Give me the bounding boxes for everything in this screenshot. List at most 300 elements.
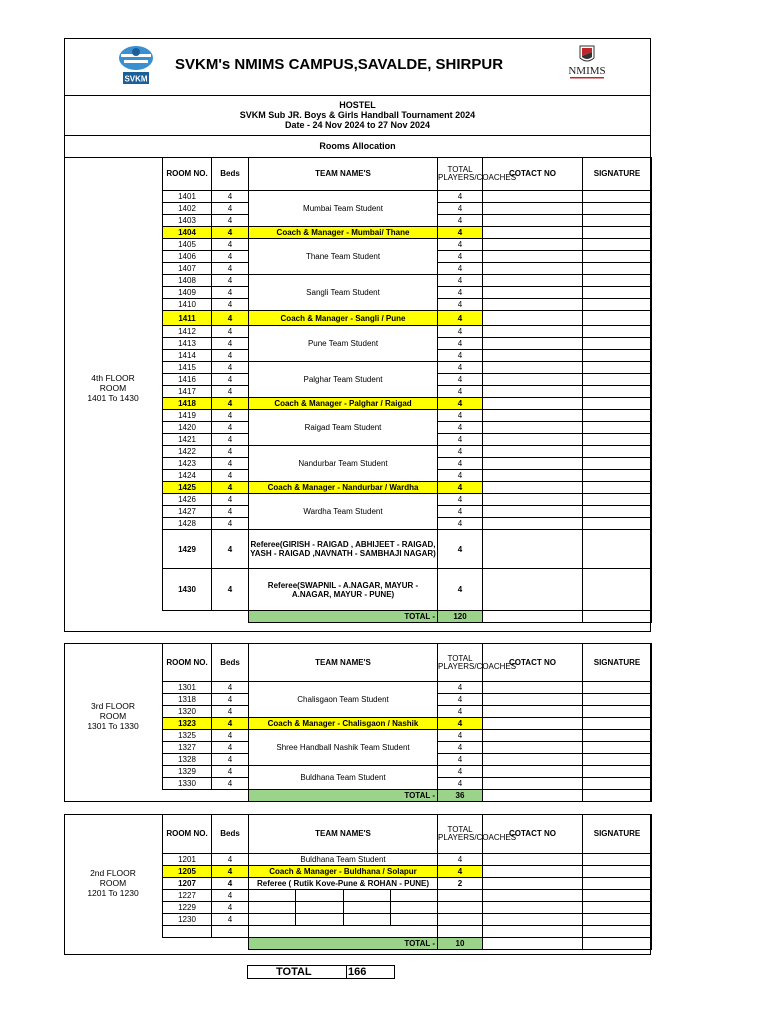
empty-cell <box>163 938 212 950</box>
team-name-cell: Wardha Team Student <box>249 494 438 530</box>
contact-no-cell[interactable] <box>483 482 583 494</box>
room-number-cell: 1201 <box>163 854 212 866</box>
team-name-cell: Pune Team Student <box>249 326 438 362</box>
header-beds: Beds <box>212 815 249 854</box>
contact-no-cell[interactable] <box>483 446 583 458</box>
header-total-players: TOTAL PLAYERS/COACHES <box>438 815 483 854</box>
signature-cell[interactable] <box>583 410 652 422</box>
signature-cell[interactable] <box>583 362 652 374</box>
beds-cell: 4 <box>212 287 249 299</box>
table-row <box>163 494 652 506</box>
split-cells <box>249 902 437 913</box>
team-name-cell: Coach & Manager - Sangli / Pune <box>249 311 438 326</box>
signature-cell[interactable] <box>583 203 652 215</box>
contact-no-cell[interactable] <box>483 766 583 778</box>
contact-no-cell[interactable] <box>483 569 583 611</box>
signature-cell[interactable] <box>583 326 652 338</box>
total-label-cell: TOTAL - <box>249 790 438 802</box>
beds-cell: 4 <box>212 446 249 458</box>
room-number-cell: 1415 <box>163 362 212 374</box>
team-name-cell: Buldhana Team Student <box>249 854 438 866</box>
total-players-cell: 4 <box>438 263 483 275</box>
room-number-cell: 1407 <box>163 263 212 275</box>
page-title: SVKM's NMIMS CAMPUS,SAVALDE, SHIRPUR <box>175 56 504 73</box>
total-players-cell: 4 <box>438 410 483 422</box>
table-row <box>163 866 652 878</box>
table-header-row <box>163 644 652 682</box>
room-number-cell: 1409 <box>163 287 212 299</box>
total-players-cell: 4 <box>438 299 483 311</box>
total-players-cell: 4 <box>438 530 483 569</box>
beds-cell: 4 <box>212 299 249 311</box>
header-signature: SIGNATURE <box>583 815 652 854</box>
total-players-cell: 4 <box>438 742 483 754</box>
table-row <box>163 878 652 890</box>
table-row <box>163 326 652 338</box>
contact-no-cell[interactable] <box>483 682 583 694</box>
grand-total-value: 166 <box>348 966 367 978</box>
header-room-no: ROOM NO. <box>163 158 212 191</box>
team-name-cell: Referee ( Rutik Kove-Pune & ROHAN - PUNE) <box>249 878 438 890</box>
beds-cell: 4 <box>212 458 249 470</box>
signature-cell[interactable] <box>583 446 652 458</box>
empty-cell <box>212 790 249 802</box>
empty-cell <box>483 938 583 950</box>
beds-cell: 4 <box>212 251 249 263</box>
beds-cell: 4 <box>212 203 249 215</box>
signature-cell[interactable] <box>583 569 652 611</box>
signature-cell[interactable] <box>583 682 652 694</box>
total-players-cell: 4 <box>438 386 483 398</box>
table-row <box>163 902 652 914</box>
beds-cell: 4 <box>212 362 249 374</box>
header-beds: Beds <box>212 158 249 191</box>
room-number-cell: 1406 <box>163 251 212 263</box>
table-row <box>163 398 652 410</box>
beds-cell: 4 <box>212 878 249 890</box>
signature-cell[interactable] <box>583 350 652 362</box>
team-name-cell: Thane Team Student <box>249 239 438 275</box>
empty-subcell <box>249 902 296 913</box>
total-players-cell: 4 <box>438 778 483 790</box>
empty-cell <box>163 790 212 802</box>
signature-cell[interactable] <box>583 730 652 742</box>
empty-subcell <box>296 902 343 913</box>
contact-no-cell[interactable] <box>483 854 583 866</box>
table-row <box>163 926 652 938</box>
room-number-cell: 1405 <box>163 239 212 251</box>
room-number-cell: 1207 <box>163 878 212 890</box>
contact-no-cell[interactable] <box>483 506 583 518</box>
contact-no-cell[interactable] <box>483 742 583 754</box>
empty-cell <box>163 611 212 623</box>
contact-no-cell[interactable] <box>483 470 583 482</box>
room-number-cell: 1425 <box>163 482 212 494</box>
signature-cell[interactable] <box>583 754 652 766</box>
beds-cell: 4 <box>212 506 249 518</box>
room-number-cell: 1416 <box>163 374 212 386</box>
signature-cell[interactable] <box>583 275 652 287</box>
contact-no-cell[interactable] <box>483 215 583 227</box>
total-players-cell: 4 <box>438 251 483 263</box>
team-name-cell: Shree Handball Nashik Team Student <box>249 730 438 766</box>
header-signature: SIGNATURE <box>583 644 652 682</box>
total-value-cell: 36 <box>438 790 483 802</box>
beds-cell: 4 <box>212 311 249 326</box>
empty-subcell <box>249 914 296 925</box>
signature-cell[interactable] <box>583 251 652 263</box>
team-name-cell: Referee(GIRISH - RAIGAD , ABHIJEET - RAIGAD, YASH - RAIGAD ,NAVNATH - SAMBHAJI NAGAR) <box>249 530 438 569</box>
contact-no-cell[interactable] <box>483 311 583 326</box>
header-team-names: TEAM NAME'S <box>249 815 438 854</box>
signature-cell[interactable] <box>583 494 652 506</box>
contact-no-cell[interactable] <box>483 299 583 311</box>
room-number-cell: 1325 <box>163 730 212 742</box>
beds-cell: 4 <box>212 239 249 251</box>
signature-cell[interactable] <box>583 866 652 878</box>
signature-cell[interactable] <box>583 718 652 730</box>
beds-cell: 4 <box>212 902 249 914</box>
contact-no-cell[interactable] <box>483 694 583 706</box>
total-players-cell: 4 <box>438 718 483 730</box>
floor4-rooms-table <box>162 157 652 623</box>
beds-cell: 4 <box>212 742 249 754</box>
contact-no-cell[interactable] <box>483 410 583 422</box>
team-name-cell: Palghar Team Student <box>249 362 438 398</box>
total-players-cell: 4 <box>438 434 483 446</box>
signature-cell[interactable] <box>583 239 652 251</box>
svg-text:NMIMS: NMIMS <box>568 65 606 77</box>
signature-cell[interactable] <box>583 530 652 569</box>
signature-cell[interactable] <box>583 506 652 518</box>
total-players-cell: 4 <box>438 374 483 386</box>
total-label-cell: TOTAL - <box>249 611 438 623</box>
beds-cell: 4 <box>212 350 249 362</box>
total-players-cell: 4 <box>438 766 483 778</box>
total-players-cell: 2 <box>438 878 483 890</box>
empty-cell <box>483 611 583 623</box>
beds-cell: 4 <box>212 275 249 287</box>
header-contact-no: COTACT NO <box>483 158 583 191</box>
room-number-cell: 1318 <box>163 694 212 706</box>
total-players-cell: 4 <box>438 362 483 374</box>
contact-no-cell[interactable] <box>483 239 583 251</box>
contact-no-cell[interactable] <box>483 338 583 350</box>
room-number-cell: 1401 <box>163 191 212 203</box>
beds-cell: 4 <box>212 694 249 706</box>
room-number-cell: 1413 <box>163 338 212 350</box>
room-number-cell: 1411 <box>163 311 212 326</box>
beds-cell: 4 <box>212 530 249 569</box>
contact-no-cell[interactable] <box>483 730 583 742</box>
room-number-cell: 1330 <box>163 778 212 790</box>
total-players-cell <box>438 914 483 926</box>
total-players-cell: 4 <box>438 398 483 410</box>
contact-no-cell[interactable] <box>483 914 583 926</box>
room-number-cell: 1320 <box>163 706 212 718</box>
team-name-cell: Nandurbar Team Student <box>249 446 438 482</box>
room-number-cell: 1424 <box>163 470 212 482</box>
beds-cell: 4 <box>212 326 249 338</box>
empty-cell <box>583 611 652 623</box>
signature-cell[interactable] <box>583 434 652 446</box>
total-players-cell: 4 <box>438 239 483 251</box>
header-total-players: TOTAL PLAYERS/COACHES <box>438 644 483 682</box>
room-number-cell: 1227 <box>163 890 212 902</box>
contact-no-cell[interactable] <box>483 227 583 239</box>
room-number-cell: 1430 <box>163 569 212 611</box>
signature-cell[interactable] <box>583 191 652 203</box>
beds-cell: 4 <box>212 434 249 446</box>
contact-no-cell[interactable] <box>483 754 583 766</box>
signature-cell[interactable] <box>583 902 652 914</box>
signature-cell[interactable] <box>583 215 652 227</box>
beds-cell: 4 <box>212 494 249 506</box>
room-number-cell: 1422 <box>163 446 212 458</box>
signature-cell[interactable] <box>583 458 652 470</box>
nmims-logo-icon <box>558 44 616 82</box>
beds-cell: 4 <box>212 263 249 275</box>
empty-cell <box>212 611 249 623</box>
signature-cell[interactable] <box>583 299 652 311</box>
signature-cell[interactable] <box>583 694 652 706</box>
room-number-cell: 1402 <box>163 203 212 215</box>
empty-subcell <box>344 890 391 901</box>
signature-cell[interactable] <box>583 854 652 866</box>
room-number-cell: 1329 <box>163 766 212 778</box>
room-number-cell: 1323 <box>163 718 212 730</box>
floor4-label: 4th FLOOR ROOM 1401 To 1430 <box>87 373 139 403</box>
total-row <box>163 790 652 802</box>
signature-cell[interactable] <box>583 386 652 398</box>
total-players-cell <box>438 926 483 938</box>
room-number-cell: 1418 <box>163 398 212 410</box>
contact-no-cell[interactable] <box>483 398 583 410</box>
signature-cell[interactable] <box>583 778 652 790</box>
contact-no-cell[interactable] <box>483 263 583 275</box>
signature-cell[interactable] <box>583 706 652 718</box>
signature-cell[interactable] <box>583 398 652 410</box>
team-name-cell: Coach & Manager - Palghar / Raigad <box>249 398 438 410</box>
table-header-row <box>163 158 652 191</box>
beds-cell: 4 <box>212 470 249 482</box>
beds-cell: 4 <box>212 754 249 766</box>
contact-no-cell[interactable] <box>483 718 583 730</box>
total-players-cell: 4 <box>438 569 483 611</box>
total-players-cell: 4 <box>438 866 483 878</box>
empty-cell <box>212 938 249 950</box>
total-players-cell: 4 <box>438 754 483 766</box>
contact-no-cell[interactable] <box>483 326 583 338</box>
room-number-cell: 1419 <box>163 410 212 422</box>
table-header-row <box>163 815 652 854</box>
contact-no-cell[interactable] <box>483 203 583 215</box>
floor2-label: 2nd FLOOR ROOM 1201 To 1230 <box>87 868 139 898</box>
empty-cell <box>583 938 652 950</box>
room-number-cell: 1414 <box>163 350 212 362</box>
table-row <box>163 362 652 374</box>
signature-cell[interactable] <box>583 926 652 938</box>
beds-cell: 4 <box>212 706 249 718</box>
room-number-cell: 1428 <box>163 518 212 530</box>
info-tournament: SVKM Sub JR. Boys & Girls Handball Tournament 2024 <box>239 110 476 120</box>
beds-cell: 4 <box>212 422 249 434</box>
grand-total-divider <box>346 966 347 978</box>
beds-cell: 4 <box>212 682 249 694</box>
total-players-cell: 4 <box>438 191 483 203</box>
floor3-label: 3rd FLOOR ROOM 1301 To 1330 <box>87 701 139 731</box>
contact-no-cell[interactable] <box>483 518 583 530</box>
header-team-names: TEAM NAME'S <box>249 158 438 191</box>
empty-subcell <box>344 902 391 913</box>
total-players-cell: 4 <box>438 730 483 742</box>
header-room-no: ROOM NO. <box>163 815 212 854</box>
total-players-cell: 4 <box>438 311 483 326</box>
contact-no-cell[interactable] <box>483 374 583 386</box>
contact-no-cell[interactable] <box>483 251 583 263</box>
contact-no-cell[interactable] <box>483 287 583 299</box>
signature-cell[interactable] <box>583 227 652 239</box>
contact-no-cell[interactable] <box>483 494 583 506</box>
beds-cell <box>212 926 249 938</box>
contact-no-cell[interactable] <box>483 878 583 890</box>
beds-cell: 4 <box>212 866 249 878</box>
signature-cell[interactable] <box>583 263 652 275</box>
signature-cell[interactable] <box>583 422 652 434</box>
table-row <box>163 227 652 239</box>
empty-subcell <box>391 902 437 913</box>
contact-no-cell[interactable] <box>483 458 583 470</box>
svg-text:SVKM: SVKM <box>124 74 148 84</box>
empty-subcell <box>296 890 343 901</box>
header-room-no: ROOM NO. <box>163 644 212 682</box>
signature-cell[interactable] <box>583 374 652 386</box>
table-row <box>163 191 652 203</box>
signature-cell[interactable] <box>583 890 652 902</box>
beds-cell: 4 <box>212 386 249 398</box>
signature-cell[interactable] <box>583 742 652 754</box>
contact-no-cell[interactable] <box>483 434 583 446</box>
contact-no-cell[interactable] <box>483 926 583 938</box>
team-name-cell: Coach & Manager - Mumbai/ Thane <box>249 227 438 239</box>
info-date: Date - 24 Nov 2024 to 27 Nov 2024 <box>284 120 431 130</box>
table-row <box>163 718 652 730</box>
room-number-cell: 1301 <box>163 682 212 694</box>
room-number-cell: 1408 <box>163 275 212 287</box>
signature-cell[interactable] <box>583 766 652 778</box>
beds-cell: 4 <box>212 890 249 902</box>
contact-no-cell[interactable] <box>483 902 583 914</box>
table-row <box>163 530 652 569</box>
total-value-cell: 120 <box>438 611 483 623</box>
total-players-cell: 4 <box>438 506 483 518</box>
contact-no-cell[interactable] <box>483 866 583 878</box>
empty-subcell <box>249 890 296 901</box>
signature-cell[interactable] <box>583 914 652 926</box>
total-players-cell: 4 <box>438 215 483 227</box>
total-players-cell: 4 <box>438 682 483 694</box>
team-name-cell: Mumbai Team Student <box>249 191 438 227</box>
beds-cell: 4 <box>212 569 249 611</box>
beds-cell: 4 <box>212 398 249 410</box>
team-name-cell <box>249 902 438 914</box>
header-contact-no: COTACT NO <box>483 815 583 854</box>
team-name-cell: Sangli Team Student <box>249 275 438 311</box>
table-row <box>163 914 652 926</box>
contact-no-cell[interactable] <box>483 530 583 569</box>
empty-cell <box>583 790 652 802</box>
beds-cell: 4 <box>212 778 249 790</box>
beds-cell: 4 <box>212 410 249 422</box>
room-number-cell: 1427 <box>163 506 212 518</box>
signature-cell[interactable] <box>583 311 652 326</box>
contact-no-cell[interactable] <box>483 706 583 718</box>
signature-cell[interactable] <box>583 287 652 299</box>
contact-no-cell[interactable] <box>483 362 583 374</box>
table-row <box>163 766 652 778</box>
header-signature: SIGNATURE <box>583 158 652 191</box>
room-number-cell: 1420 <box>163 422 212 434</box>
room-number-cell: 1328 <box>163 754 212 766</box>
contact-no-cell[interactable] <box>483 191 583 203</box>
contact-no-cell[interactable] <box>483 890 583 902</box>
total-players-cell: 4 <box>438 350 483 362</box>
signature-cell[interactable] <box>583 482 652 494</box>
contact-no-cell[interactable] <box>483 778 583 790</box>
floor2-rooms-table <box>162 814 652 950</box>
team-name-cell <box>249 890 438 902</box>
room-number-cell: 1327 <box>163 742 212 754</box>
total-players-cell <box>438 890 483 902</box>
header-team-names: TEAM NAME'S <box>249 644 438 682</box>
total-players-cell: 4 <box>438 446 483 458</box>
table-row <box>163 890 652 902</box>
contact-no-cell[interactable] <box>483 275 583 287</box>
contact-no-cell[interactable] <box>483 386 583 398</box>
header-total-players: TOTAL PLAYERS/COACHES <box>438 158 483 191</box>
total-row <box>163 611 652 623</box>
section-title: Rooms Allocation <box>319 141 396 151</box>
room-number-cell: 1426 <box>163 494 212 506</box>
empty-subcell <box>296 914 343 925</box>
split-cells <box>249 890 437 901</box>
empty-subcell <box>391 914 437 925</box>
total-players-cell: 4 <box>438 458 483 470</box>
signature-cell[interactable] <box>583 518 652 530</box>
total-players-cell: 4 <box>438 470 483 482</box>
signature-cell[interactable] <box>583 338 652 350</box>
room-number-cell: 1417 <box>163 386 212 398</box>
table-row <box>163 410 652 422</box>
contact-no-cell[interactable] <box>483 422 583 434</box>
beds-cell: 4 <box>212 374 249 386</box>
signature-cell[interactable] <box>583 470 652 482</box>
room-number-cell: 1229 <box>163 902 212 914</box>
table-row <box>163 239 652 251</box>
total-players-cell: 4 <box>438 326 483 338</box>
team-name-cell: Chalisgaon Team Student <box>249 682 438 718</box>
contact-no-cell[interactable] <box>483 350 583 362</box>
info-hostel: HOSTEL <box>339 100 376 110</box>
beds-cell: 4 <box>212 338 249 350</box>
beds-cell: 4 <box>212 914 249 926</box>
team-name-cell: Buldhana Team Student <box>249 766 438 790</box>
room-number-cell: 1404 <box>163 227 212 239</box>
total-value-cell: 10 <box>438 938 483 950</box>
header-contact-no: COTACT NO <box>483 644 583 682</box>
signature-cell[interactable] <box>583 878 652 890</box>
svkm-logo-icon <box>118 44 154 86</box>
